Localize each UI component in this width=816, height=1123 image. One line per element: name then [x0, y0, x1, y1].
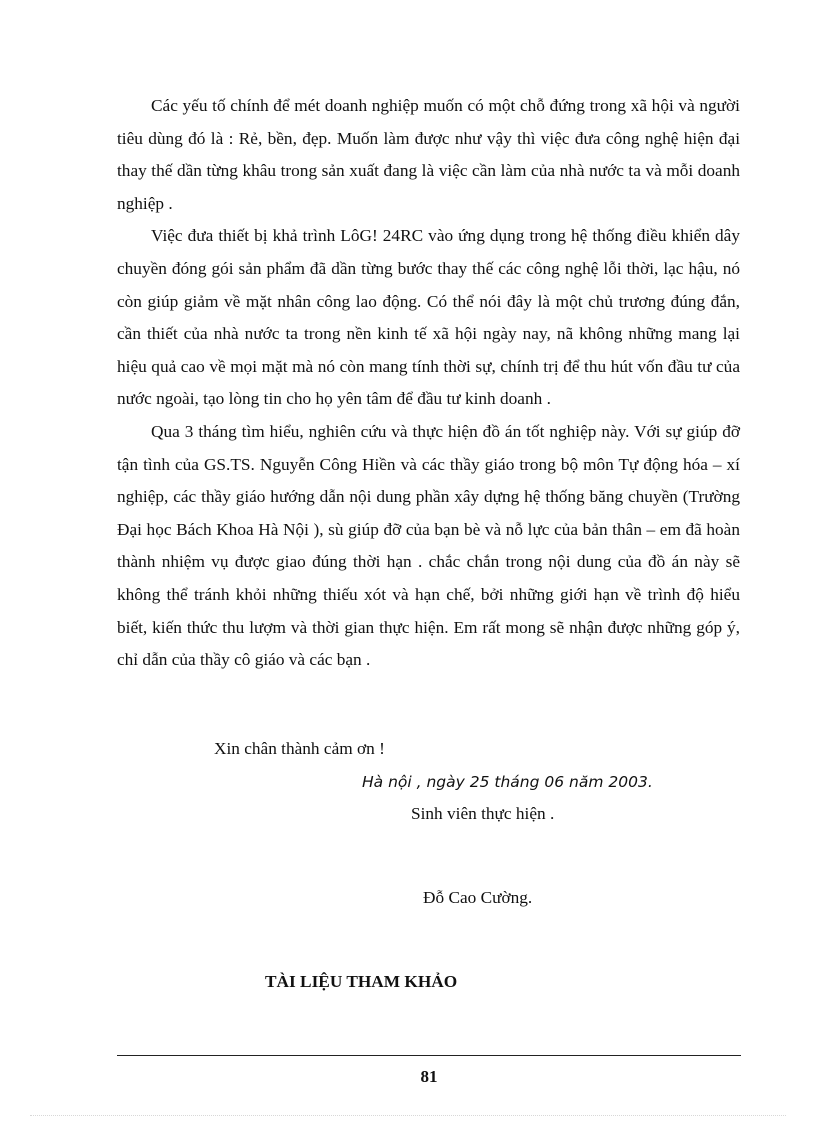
date-line: Hà nội , ngày 25 tháng 06 năm 2003. — [362, 773, 653, 791]
page-bottom-border — [30, 1115, 786, 1116]
closing-thanks: Xin chân thành cảm ơn ! — [214, 739, 385, 758]
paragraph-3: Qua 3 tháng tìm hiểu, nghiên cứu và thực hiện đồ án tốt nghiệp này. Với sự giúp đỡ tận tình của GS.TS. Nguyễn Công Hiền và các thầy giáo trong bộ môn Tự động hóa – xí nghiệp, các thầy giáo hướng dẫn nội dung phần xây dựng hệ thống băng chuyền (Trường Đại học Bách Khoa Hà Nội ), sù giúp đỡ của bạn bè và nỗ lực của bản thân – em đã hoàn thành nhiệm vụ được giao đúng thời hạn . chắc chắn trong nội dung của đồ án này sẽ không thể tránh khỏi những thiếu xót và hạn chế, bởi những giới hạn về trình độ hiểu biết, kiến thức thu lượm và thời gian thực hiện. Em rất mong sẽ nhận được những góp ý, chỉ dẫn của thầy cô giáo và các bạn . — [117, 421, 740, 670]
body-text — [117, 90, 740, 677]
paragraph-2: Việc đưa thiết bị khả trình LôG! 24RC vào ứng dụng trong hệ thống điều khiển dây chuyền đóng gói sản phẩm đã dần từng bước thay thế các công nghệ lỗi thời, lạc hậu, nó còn giúp giảm về mặt nhân công lao động. Có thể nói đây là một chủ trương đúng đắn, cần thiết của nhà nước ta trong nền kinh tế xã hội ngày nay, nã không những mang lại hiệu quả cao về mọi mặt mà nó còn mang tính thời sự, chính trị để thu hút vốn đầu tư của nước ngoài, tạo lòng tin cho họ yên tâm để đầu tư kinh doanh . — [117, 226, 740, 409]
paragraph-1: Các yếu tố chính để mét doanh nghiệp muốn có một chỗ đứng trong xã hội và người tiêu dùng đó là : Rẻ, bền, đẹp. Muốn làm được như vậy thì việc đưa công nghệ hiện đại thay thế dần từng khâu trong sản xuất đang là việc cần làm của nhà nước ta và mỗi doanh nghiệp . — [117, 96, 740, 213]
page-number: 81 — [420, 1067, 438, 1086]
signature-name: Đỗ Cao Cường. — [423, 888, 533, 907]
signature-label: Sinh viên thực hiện . — [411, 804, 555, 823]
references-heading: TÀI LIỆU THAM KHẢO — [265, 972, 458, 991]
footer-divider — [117, 1055, 741, 1056]
